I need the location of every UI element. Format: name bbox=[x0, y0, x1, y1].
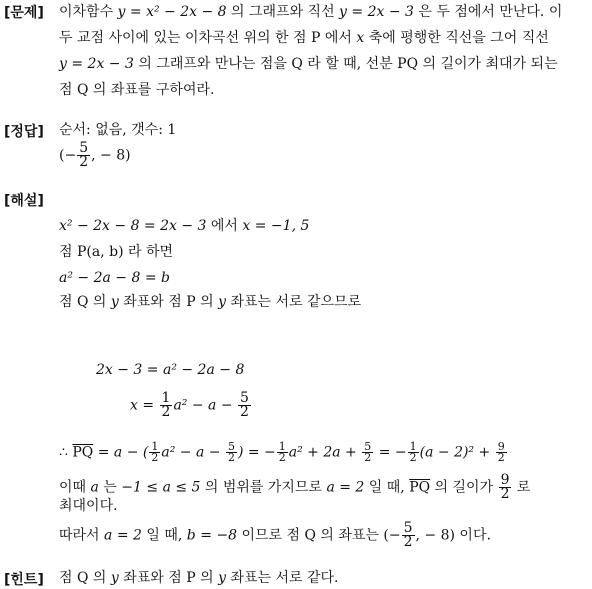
fraction-5-2 bbox=[238, 392, 251, 419]
fraction-5-2 bbox=[226, 442, 237, 463]
solution-line-1 bbox=[59, 218, 309, 234]
fraction-numerator: 5 bbox=[403, 520, 413, 536]
solution-label: [해설] bbox=[4, 193, 44, 209]
variable-x: x bbox=[356, 30, 365, 46]
expression-text: (a − 2)² + bbox=[419, 444, 495, 461]
fraction-9-2 bbox=[499, 474, 512, 501]
problem-text: 의 그래프와 만나는 점을 Q 라 할 때, 선분 PQ 의 길이가 최대가 되는 bbox=[133, 56, 558, 72]
solution-line-2: 점 P(a, b) 라 하면 bbox=[59, 244, 173, 260]
solution-text: 로 bbox=[512, 479, 531, 496]
variable-y: y bbox=[110, 294, 119, 310]
fraction-numerator: 1 bbox=[409, 440, 417, 453]
expression-text: a² + 2a + bbox=[288, 444, 362, 461]
solution-line-range bbox=[59, 474, 530, 501]
fraction-denominator: 2 bbox=[278, 451, 286, 464]
variable-y: y bbox=[218, 570, 227, 586]
answer-coordinate bbox=[59, 142, 131, 169]
fraction-numerator: 9 bbox=[497, 440, 505, 453]
problem-label: [문제] bbox=[4, 5, 44, 21]
fraction-1-2 bbox=[408, 442, 419, 463]
fraction-denominator: 2 bbox=[500, 486, 510, 502]
fraction-numerator: 5 bbox=[364, 440, 372, 453]
value-a: a = 2 bbox=[326, 479, 365, 496]
quadratic-formula: y = x² − 2x − 8 bbox=[117, 4, 227, 20]
fraction-denominator: 2 bbox=[403, 534, 413, 550]
fraction-1-2 bbox=[277, 442, 288, 463]
problem-line-2 bbox=[59, 30, 549, 46]
fraction-5-2 bbox=[402, 522, 415, 549]
expression-text: a² − a − bbox=[161, 444, 225, 461]
value-b: b = −8 bbox=[186, 527, 238, 544]
fraction-denominator: 2 bbox=[240, 404, 249, 420]
fraction-5-2 bbox=[77, 142, 90, 169]
expression-text: = a − ( bbox=[93, 444, 149, 461]
solution-text: 의 범위를 가지므로 bbox=[200, 479, 327, 496]
variable-y: y bbox=[218, 294, 227, 310]
problem-text: 축에 평행한 직선을 그어 직선 bbox=[364, 30, 549, 46]
fraction-numerator: 9 bbox=[500, 472, 510, 488]
solution-text: 좌표와 점 P 의 bbox=[118, 294, 219, 310]
problem-text: 이차함수 bbox=[59, 4, 118, 20]
problem-text: 의 그래프와 직선 bbox=[226, 4, 340, 20]
solution-line-conclusion bbox=[59, 522, 491, 549]
fraction-1-2 bbox=[149, 442, 160, 463]
fraction-denominator: 2 bbox=[161, 404, 171, 420]
fraction-denominator: 2 bbox=[497, 451, 505, 464]
fraction-numerator: 1 bbox=[278, 440, 286, 453]
hint-text-part: 좌표와 점 P 의 bbox=[118, 570, 219, 586]
fraction-numerator: 5 bbox=[79, 140, 89, 156]
roots: x = −1, 5 bbox=[242, 218, 310, 234]
hint-text-part: 점 Q 의 bbox=[59, 570, 111, 586]
segment-pq: $\overline{PQ}$ bbox=[409, 479, 431, 496]
solution-text: 점 Q 의 bbox=[59, 294, 111, 310]
fraction-numerator: 5 bbox=[227, 440, 235, 453]
therefore-symbol: ∴ bbox=[59, 444, 68, 461]
fraction-denominator: 2 bbox=[227, 451, 235, 464]
answer-text: (− bbox=[59, 147, 77, 164]
fraction-1-2 bbox=[160, 392, 173, 419]
equation: x² − 2x − 8 = 2x − 3 bbox=[59, 218, 207, 234]
fraction-numerator: 1 bbox=[161, 390, 171, 406]
solution-text: , − 8) 이다. bbox=[415, 527, 491, 544]
problem-line-1 bbox=[59, 4, 562, 20]
range-a: −1 ≤ a ≤ 5 bbox=[121, 479, 201, 496]
fraction-denominator: 2 bbox=[409, 451, 417, 464]
fraction-9-2 bbox=[496, 442, 507, 463]
problem-text: 은 두 점에서 만난다. 이 bbox=[413, 4, 563, 20]
solution-text: 이므로 점 Q 의 좌표는 (− bbox=[237, 527, 401, 544]
hint-text-part: 좌표는 서로 같다. bbox=[226, 570, 339, 586]
fraction-numerator: 1 bbox=[151, 440, 159, 453]
solution-line-4 bbox=[59, 294, 361, 310]
solution-text: 따라서 bbox=[59, 527, 105, 544]
expression-text: ) = − bbox=[237, 444, 276, 461]
solution-text: 일 때, bbox=[141, 527, 187, 544]
problem-line-4: 점 Q 의 좌표를 구하여라. bbox=[59, 82, 215, 98]
problem-line-3 bbox=[59, 56, 558, 72]
fraction-5-2 bbox=[362, 442, 373, 463]
fraction-denominator: 2 bbox=[151, 451, 159, 464]
solution-text: 일 때, bbox=[364, 479, 410, 496]
fraction-numerator: 5 bbox=[240, 390, 249, 406]
solution-text: 좌표는 서로 같으므로 bbox=[226, 294, 362, 310]
answer-text: , − 8) bbox=[91, 147, 131, 164]
equation-text: x = bbox=[130, 397, 159, 414]
problem-text: 두 교점 사이에 있는 이차곡선 위의 한 점 P 에서 bbox=[59, 30, 357, 46]
solution-text: 의 길이가 bbox=[430, 479, 498, 496]
solution-text: 이때 bbox=[59, 479, 91, 496]
answer-label: [정답] bbox=[4, 124, 44, 140]
fraction-denominator: 2 bbox=[79, 154, 89, 170]
equation-1: 2x − 3 = a² − 2a − 8 bbox=[96, 362, 245, 378]
solution-text: 에서 bbox=[206, 218, 243, 234]
variable-y: y bbox=[110, 570, 119, 586]
hint-text bbox=[59, 570, 339, 586]
segment-pq: $\overline{PQ}$ bbox=[72, 444, 94, 461]
equation-2 bbox=[130, 392, 252, 419]
variable-a: a bbox=[90, 479, 99, 496]
line-formula: y = 2x − 3 bbox=[59, 56, 134, 72]
value-a: a = 2 bbox=[104, 527, 142, 544]
hint-label: [힌트] bbox=[4, 572, 44, 588]
expression-text: = − bbox=[374, 444, 407, 461]
answer-order-count: 순서: 없음, 갯수: 1 bbox=[59, 122, 177, 138]
solution-line-3: a² − 2a − 8 = b bbox=[59, 270, 170, 286]
equation-text: a² − a − bbox=[173, 397, 238, 414]
solution-text: 는 bbox=[98, 479, 122, 496]
pq-expression bbox=[59, 442, 508, 463]
solution-line-max: 최대이다. bbox=[59, 498, 118, 514]
fraction-denominator: 2 bbox=[364, 451, 372, 464]
line-formula: y = 2x − 3 bbox=[339, 4, 414, 20]
